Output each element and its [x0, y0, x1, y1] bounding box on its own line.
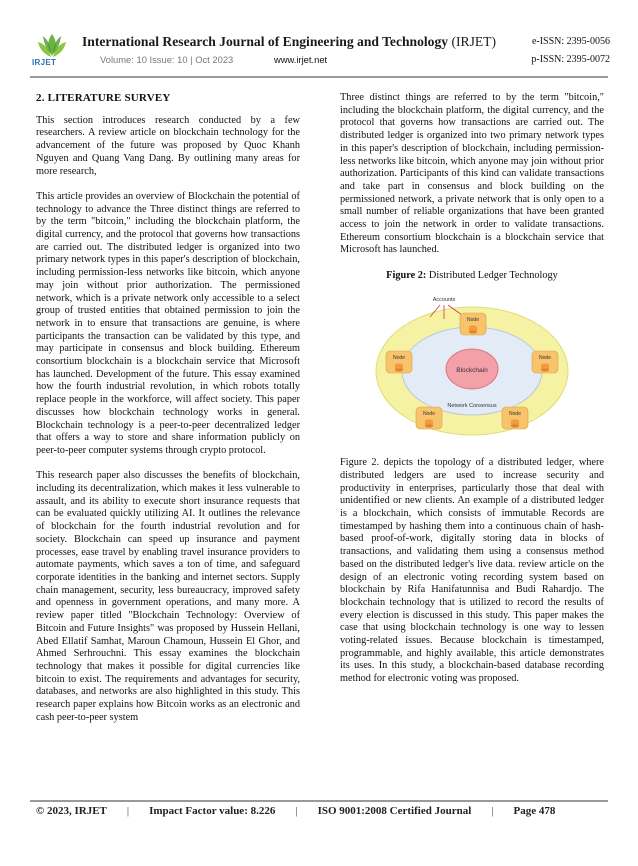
logo-text: IRJET	[32, 58, 57, 67]
paragraph: This section introduces research conducted by a few researchers. A review article on blockchain technology for the advancement of the future was proposed by Quoc Khanh Nguyen and Quang Vang Dang. By outlining many areas for more research,	[36, 114, 300, 177]
node-left	[386, 351, 412, 373]
iso-certification: ISO 9001:2008 Certified Journal	[317, 805, 472, 817]
impact-factor: Impact Factor value: 8.226	[149, 805, 276, 817]
svg-text:Node: Node	[509, 410, 521, 417]
journal-url[interactable]: www.irjet.net	[274, 54, 328, 65]
figure-label: Figure 2:	[386, 269, 427, 281]
footer-separator: |	[295, 805, 298, 817]
paragraph: This research paper also discusses the benefits of blockchain, including its decentralization, which makes it less vulnerable to assault, and its ability to execute short insurance requests that can be evaluated quickly utilizing AI. It outlines the relevance of blockchain for the fourth industrial revolution and for society. Blockchain can speed up insurance and payment processes, ease travel by enabling travel insurance providers to automate payments, which saves a ton of time, and safeguard corporate identities in the banking and internet sectors. Supply chain management, security, less bureaucracy, improved safety and openness in government operations, and many more. A review paper titled "Blockchain Technology: Overview of Bitcoin and Future Insights" was proposed by Hussein Hellani, Abed Ellatif Samhat, Maroun Chamoun, Hussein El Ghor, and Ahmed Serhrouchni. This essay examines the blockchain technology that makes it possible for digital currencies like bitcoin to exist. The requirements and advantages for security, databases, and networks are also highlighted in this study. This research paper explains how Bitcoin works as an electronic and cash peer-to-peer system	[36, 470, 300, 723]
blockchain-label: Blockchain	[456, 366, 488, 374]
header-divider	[30, 76, 608, 78]
accounts-label: Accounts	[432, 296, 456, 303]
node-bottom-right	[502, 407, 528, 429]
right-column	[340, 92, 604, 699]
journal-abbr: (IRJET)	[451, 34, 497, 49]
volume-issue: Volume: 10 Issue: 10 | Oct 2023	[100, 54, 234, 65]
page-number: Page 478	[513, 805, 556, 817]
figure-caption-text: Distributed Ledger Technology	[428, 269, 558, 281]
distributed-ledger-figure	[340, 289, 604, 439]
footer-separator: |	[126, 805, 130, 817]
svg-text:Node: Node	[467, 316, 479, 323]
figure-caption	[340, 270, 604, 283]
node-right	[532, 351, 558, 373]
footer-divider	[30, 800, 608, 802]
copyright: © 2023, IRJET	[36, 805, 107, 817]
footer-separator: |	[491, 805, 494, 817]
eissn: e-ISSN: 2395-0056	[531, 36, 610, 47]
paragraph: Three distinct things are referred to by the term "bitcoin," including the blockchain platform, the digital currency, and the protocol that governs how transactions are carried out. The distributed ledger is organized into two primary network types in this paper's description of blockchain, including permission-less networks like bitcoin, which anyone may join without prior authorization. Participants of this kind can validate transactions and take part in consensus and block building on the permissioned network, a private network that is only open to a small number of reliable organizations that have been granted access to join the network in order to validate transactions. Ethereum consortium blockchain is a blockchain service that Microsoft has launched.	[340, 92, 604, 256]
paragraph: This article provides an overview of Blockchain the potential of technology to advance the Three distinct things are referred to by the term "bitcoin," including the blockchain platform, the digital currency, and the protocol that governs how transactions are carried out. The distributed ledger is organized into two primary network types in this paper's description of blockchain, including permission-less networks like bitcoin, which anyone may join without prior authorization. The permissioned network, which is a private network only accessible to a select group of trusted entities that obtained permission to join the network in to ensure that transactions are genuine, is where participants the transaction can be validated by this type, and may participate in consensus and block building. Ethereum consortium blockchain is a blockchain service that Microsoft has launched. Development of the future. This essay examined how the fourth industrial revolution, in which robots totally replace people in the workforce, will affect society. This paper discusses how blockchain technology works in general. Blockchain technology is a peer-to-peer decentralized ledger that offers a way to store and share information publicly on peer-to-peer computer systems through crypto protocol.	[36, 190, 300, 456]
section-heading: 2. LITERATURE SURVEY	[36, 92, 171, 104]
left-column	[36, 92, 300, 737]
journal-title	[82, 34, 496, 50]
pissn: p-ISSN: 2395-0072	[531, 54, 610, 65]
svg-text:Node: Node	[423, 410, 435, 417]
node-bottom-left	[416, 407, 442, 429]
consensus-label: Network Consensus	[447, 402, 497, 409]
paragraph: Figure 2. depicts the topology of a distributed ledger, where distributed ledgers are used to increase security and productivity in enterprises, particularly those that deal with unidentified or new clients. An example of a distributed ledger is a blockchain, which consists of immutable Records are timestamped by hashing them into a continuous chain of hash-based proof-of-work, digitally storing data in blocks of transactions, and validating them using a consensus method based on the distributed ledger's live data. review article on the design of an electronic voting recording system based on blockchain by Rifa Hanifatunnisa and Budi Rahardjo. The blockchain technology that is utilized to record the results of every election is discussed in this study. This paper makes the case that using blockchain technology is one way to lessen voting-related issues. Because blockchain is timestamped, programmable, and highly available, this article demonstrates its uses. In this study, a blockchain-based database recording method for electronic voting was proposed.	[340, 457, 604, 685]
page-footer	[36, 805, 604, 817]
svg-text:Node: Node	[539, 354, 551, 361]
journal-name: International Research Journal of Engineering and Technology	[82, 34, 449, 49]
svg-text:Node: Node	[393, 354, 405, 361]
node-top	[460, 313, 486, 335]
journal-header	[30, 30, 610, 74]
